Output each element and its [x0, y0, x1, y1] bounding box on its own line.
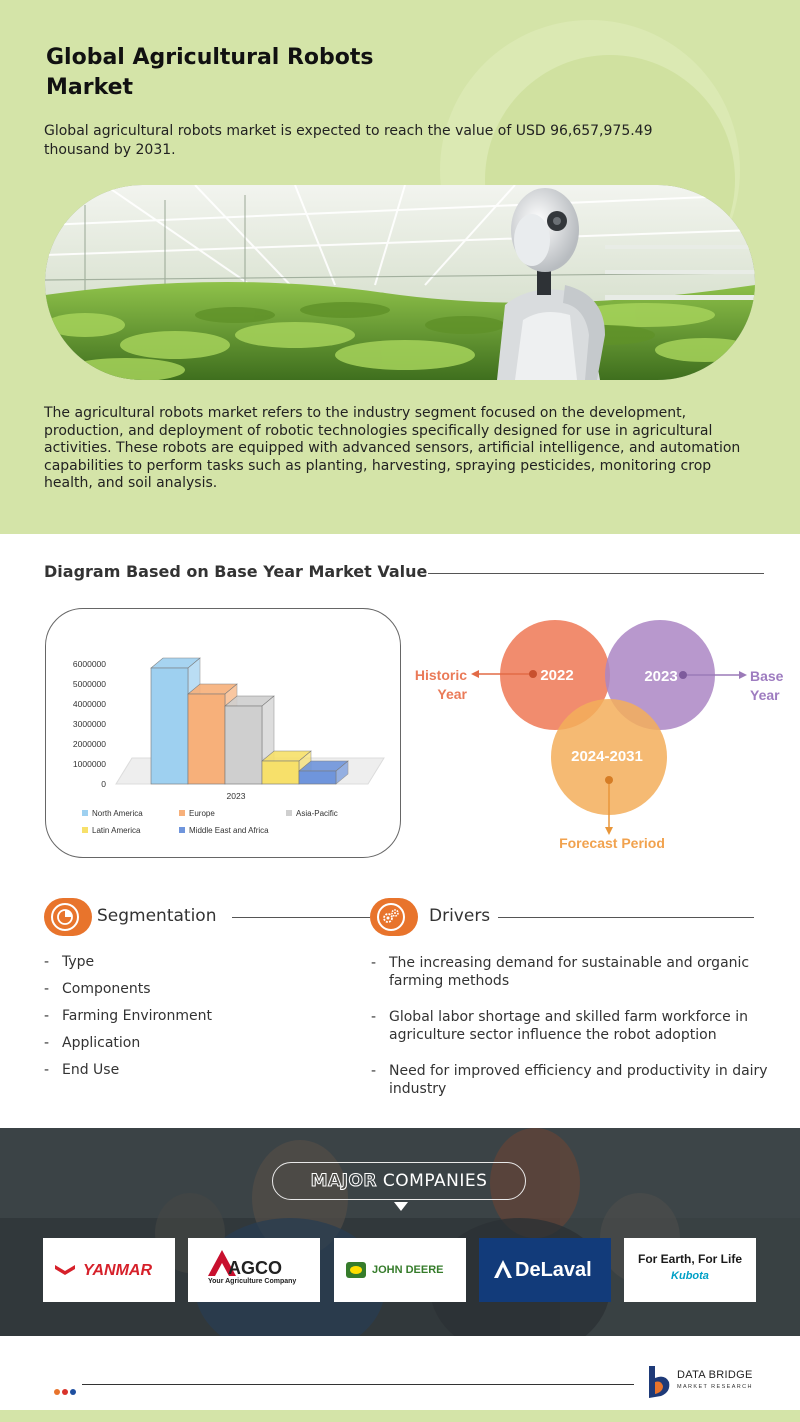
brand-name: DATA BRIDGE: [677, 1369, 753, 1381]
data-bridge-mark-icon: [645, 1364, 675, 1400]
base-arrow-head: [739, 671, 747, 679]
page-title: Global Agricultural Robots Market: [46, 45, 374, 100]
base-dot: [679, 671, 687, 679]
pointer-arrow: [394, 1202, 408, 1211]
major-companies-label: [272, 1162, 526, 1200]
gears-icon: [377, 903, 405, 931]
base-year-value: 2023: [644, 668, 678, 685]
hero-section: [0, 0, 800, 534]
market-value-chart: [45, 608, 401, 858]
footer-dots: [54, 1380, 78, 1399]
kubota-tagline: For Earth, For Life: [637, 1252, 742, 1266]
delaval-wordmark: DeLaval: [515, 1259, 592, 1281]
y-tick-label: 0: [101, 779, 106, 789]
companies-word: COMPANIES: [377, 1171, 488, 1191]
y-tick-label: 1000000: [72, 759, 106, 769]
base-label-line1: Base: [750, 668, 784, 684]
list-item: - Farming Environment: [44, 1008, 344, 1035]
list-item: - The increasing demand for sustainable and organic farming methods: [371, 954, 791, 990]
john-deere-logo: [334, 1238, 466, 1302]
dot: [62, 1389, 68, 1395]
delaval-logo: [479, 1238, 611, 1302]
historic-year-value: 2022: [540, 667, 574, 684]
y-tick-label: 3000000: [72, 719, 106, 729]
divider: [232, 917, 370, 918]
legend-swatch: [286, 810, 292, 816]
segmentation-title: Segmentation: [97, 906, 222, 926]
forecast-dot: [605, 776, 613, 784]
divider: [428, 573, 764, 574]
legend-label: Asia-Pacific: [296, 809, 338, 818]
historic-arrow-head: [471, 670, 479, 678]
office-people-background: [0, 1128, 800, 1336]
historic-dot: [529, 670, 537, 678]
legend-label: Europe: [189, 809, 215, 818]
dot: [70, 1389, 76, 1395]
forecast-arrow-head: [605, 827, 613, 835]
market-value-summary: Global agricultural robots market is expected to reach the value of USD 96,657,975.49 thousand by 2031.: [44, 123, 653, 158]
base-label-line2: Year: [750, 687, 780, 703]
segmentation-list: [44, 954, 344, 1089]
legend-swatch: [179, 810, 185, 816]
drivers-list: [371, 954, 791, 1116]
pie-chart-icon: [51, 903, 79, 931]
y-tick-label: 6000000: [72, 659, 106, 669]
y-tick-label: 2000000: [72, 739, 106, 749]
major-word: MAJOR: [310, 1171, 378, 1191]
legend-label: Middle East and Africa: [189, 826, 269, 835]
agco-logo: [188, 1238, 320, 1302]
john-deere-wordmark: JOHN DEERE: [372, 1264, 444, 1276]
list-item: - Need for improved efficiency and productivity in dairy industry: [371, 1062, 791, 1098]
yanmar-logo: [43, 1238, 175, 1302]
legend-swatch: [82, 827, 88, 833]
drivers-title: Drivers: [429, 906, 496, 926]
y-tick-label: 5000000: [72, 679, 106, 689]
x-tick-label: 2023: [226, 791, 246, 801]
segmentation-badge: [44, 898, 92, 936]
yanmar-wordmark: YANMAR: [83, 1262, 153, 1279]
historic-label-line2: Year: [437, 686, 467, 702]
timeline-venn-diagram: [405, 600, 800, 880]
bar: [151, 668, 188, 784]
legend-swatch: [179, 827, 185, 833]
list-item: - Type: [44, 954, 344, 981]
divider: [498, 917, 754, 918]
forecast-period-value: 2024-2031: [571, 748, 643, 765]
major-companies-section: [0, 1128, 800, 1336]
brand-subtitle: MARKET RESEARCH: [677, 1384, 753, 1390]
historic-label-line1: Historic: [414, 667, 467, 683]
market-description: The agricultural robots market refers to the industry segment focused on the development, production, and deployment of robotic technologies specifically designed for use in agricultural activities. These robots are equipped with advanced sensors, artificial intelligence, and automation capabilities to perform tasks such as planting, harvesting, spraying pesticides, monitoring crop health, and soil analysis.: [44, 405, 741, 491]
agco-wordmark: AGCO: [228, 1258, 282, 1278]
diagram-section-title: Diagram Based on Base Year Market Value: [44, 562, 431, 581]
agco-tagline: Your Agriculture Company: [208, 1278, 297, 1285]
bar: [262, 761, 299, 784]
kubota-logo: [624, 1238, 756, 1302]
list-item: - Global labor shortage and skilled farm workforce in agriculture sector influence the robot adoption: [371, 1008, 791, 1044]
data-bridge-logo: [645, 1364, 765, 1400]
legend-label: Latin America: [92, 826, 141, 835]
legend-label: North America: [92, 809, 143, 818]
list-item: - Components: [44, 981, 344, 1008]
list-item: - Application: [44, 1035, 344, 1062]
drivers-badge: [370, 898, 418, 936]
bar-chart-svg: [46, 609, 402, 859]
bar: [225, 706, 262, 784]
greenhouse-robot-image: [45, 185, 755, 380]
legend-swatch: [82, 810, 88, 816]
kubota-wordmark: Kubota: [671, 1270, 709, 1282]
footer-divider: [82, 1384, 634, 1385]
forecast-label: Forecast Period: [559, 835, 665, 851]
list-item: - End Use: [44, 1062, 344, 1089]
bar: [188, 694, 225, 784]
bar: [299, 771, 336, 784]
bottom-bar: [0, 1410, 800, 1422]
y-tick-label: 4000000: [72, 699, 106, 709]
dot: [54, 1389, 60, 1395]
